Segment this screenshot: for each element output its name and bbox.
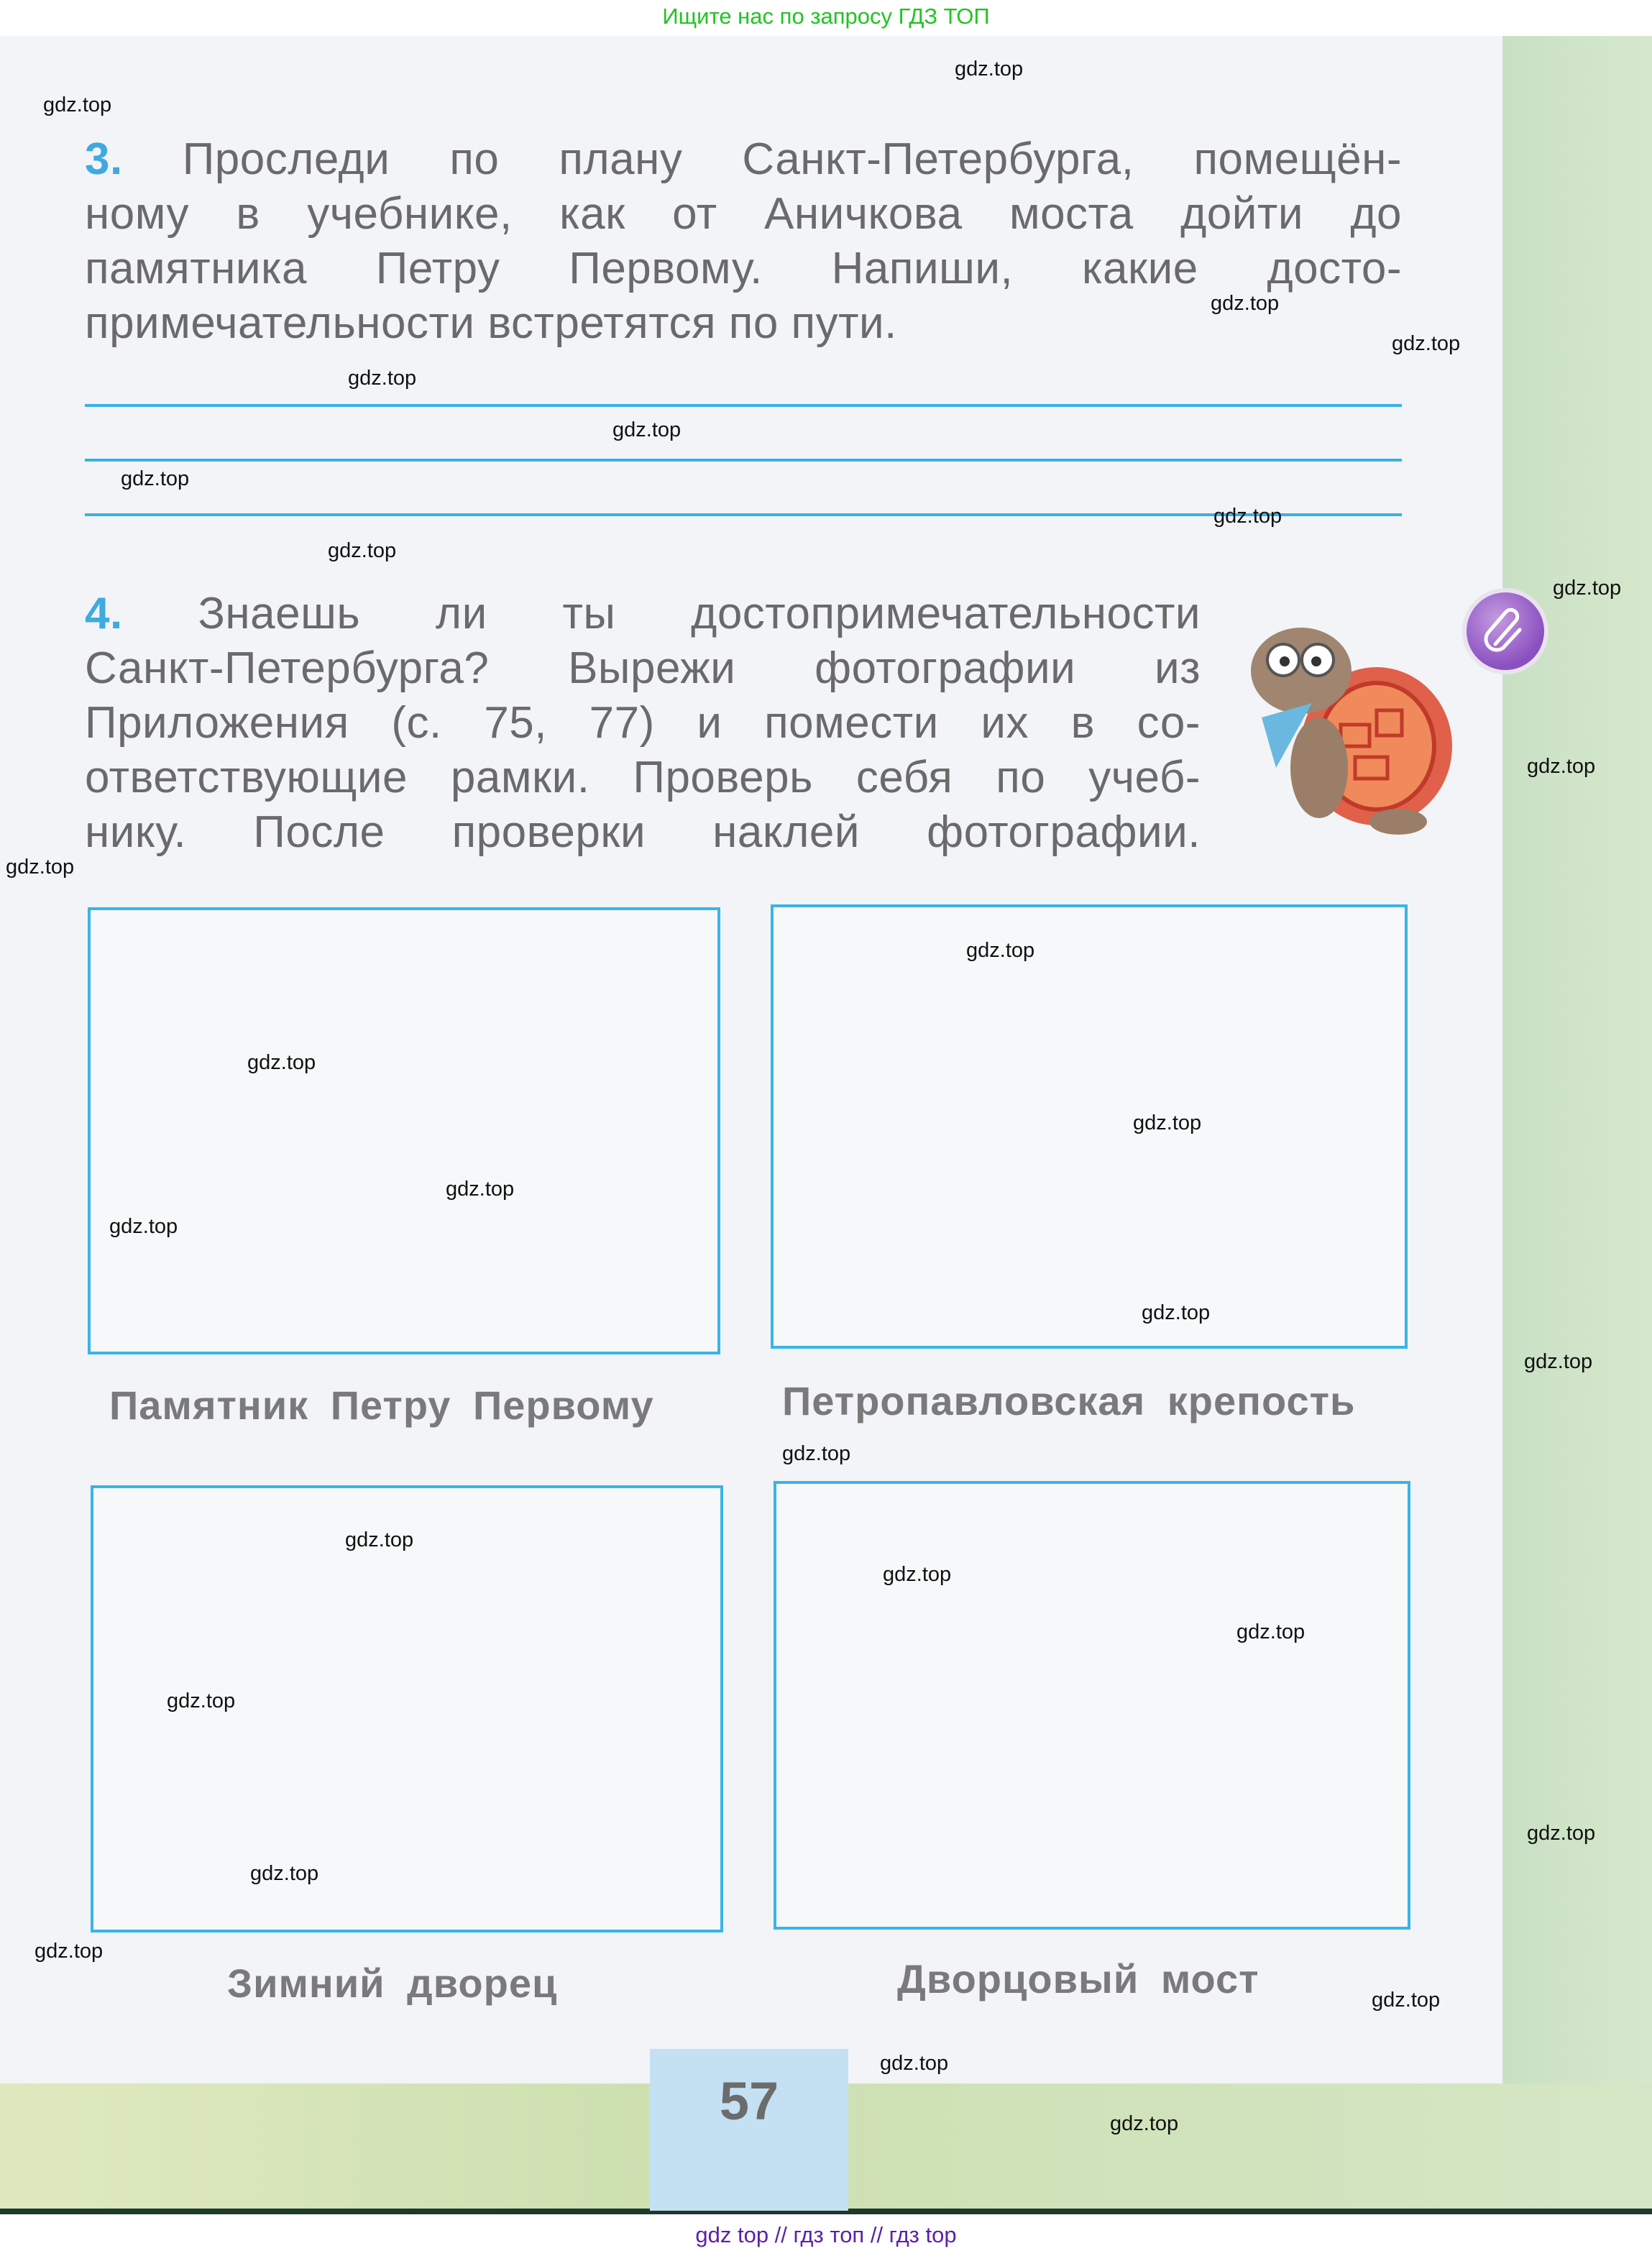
- answer-line-3[interactable]: [85, 513, 1402, 516]
- watermark: gdz.top: [1553, 577, 1622, 600]
- watermark: gdz.top: [250, 1862, 319, 1885]
- watermark: gdz.top: [880, 2052, 949, 2075]
- watermark: gdz.top: [955, 58, 1024, 81]
- watermark: gdz.top: [121, 467, 190, 490]
- watermark: gdz.top: [1524, 1350, 1593, 1373]
- watermark: gdz.top: [1372, 1989, 1441, 2012]
- watermark: gdz.top: [446, 1178, 515, 1201]
- watermark: gdz.top: [1527, 755, 1596, 778]
- top-banner[interactable]: [0, 0, 1652, 36]
- watermark: gdz.top: [1110, 2112, 1179, 2135]
- watermark: gdz.top: [35, 1940, 104, 1963]
- paperclip-icon: [1467, 592, 1544, 670]
- watermark: gdz.top: [1236, 1620, 1305, 1643]
- task-4-text: 4. Знаешь ли ты достопримечательности Санкт-Петербурга? Вырежи фотографии из Приложения (с. 75, 77) и помести их в со- ответствующие рамки. Проверь себя по учеб- нику. После проверки наклей фотографии.: [85, 589, 1201, 857]
- watermark: gdz.top: [43, 93, 112, 116]
- watermark: gdz.top: [348, 367, 417, 390]
- watermark: gdz.top: [883, 1563, 952, 1586]
- watermark: gdz.top: [1133, 1111, 1202, 1134]
- caption-palace-bridge: Дворцовый мост: [897, 1956, 1259, 2001]
- watermark: gdz.top: [782, 1442, 851, 1465]
- watermark: gdz.top: [345, 1528, 414, 1551]
- footer-links[interactable]: [0, 2214, 1652, 2256]
- watermark: gdz.top: [612, 418, 682, 441]
- page-number: 57: [719, 2071, 779, 2131]
- top-banner-text[interactable]: Ищите нас по запросу ГДЗ ТОП: [662, 4, 990, 29]
- turtle-illustration-icon: [1233, 602, 1463, 840]
- paperclip-button[interactable]: [1462, 588, 1548, 674]
- task-4-number: 4.: [85, 589, 123, 638]
- watermark: gdz.top: [109, 1215, 178, 1238]
- photo-frame-peter-paul-fortress[interactable]: [771, 904, 1408, 1349]
- page-edge-strip: [1502, 36, 1652, 2211]
- watermark: gdz.top: [1527, 1822, 1596, 1845]
- task-3-text: 3. Проследи по плану Санкт-Петербурга, помещён- ному в учебнике, как от Аничкова моста дойти до памятника Петру Первому. Напиши, какие досто- примечательности встретятся по пути.: [85, 134, 1402, 348]
- answer-line-2[interactable]: [85, 459, 1402, 462]
- task-3-number: 3.: [85, 134, 123, 184]
- footer-text[interactable]: gdz top // гдз топ // гдз top: [695, 2222, 957, 2247]
- watermark: gdz.top: [1392, 332, 1461, 355]
- photo-frame-peter-monument[interactable]: [88, 907, 720, 1354]
- watermark: gdz.top: [1213, 505, 1282, 528]
- watermark: gdz.top: [1142, 1301, 1211, 1324]
- answer-line-1[interactable]: [85, 404, 1402, 407]
- watermark: gdz.top: [328, 539, 397, 562]
- watermark: gdz.top: [1211, 292, 1280, 315]
- watermark: gdz.top: [167, 1689, 236, 1712]
- caption-peter-paul-fortress: Петропавловская крепость: [782, 1378, 1356, 1423]
- caption-peter-monument: Памятник Петру Первому: [109, 1383, 654, 1428]
- watermark: gdz.top: [966, 939, 1035, 962]
- photo-frame-palace-bridge[interactable]: [774, 1481, 1410, 1930]
- watermark: gdz.top: [247, 1051, 316, 1074]
- watermark: gdz.top: [6, 856, 75, 879]
- caption-winter-palace: Зимний дворец: [227, 1961, 558, 2006]
